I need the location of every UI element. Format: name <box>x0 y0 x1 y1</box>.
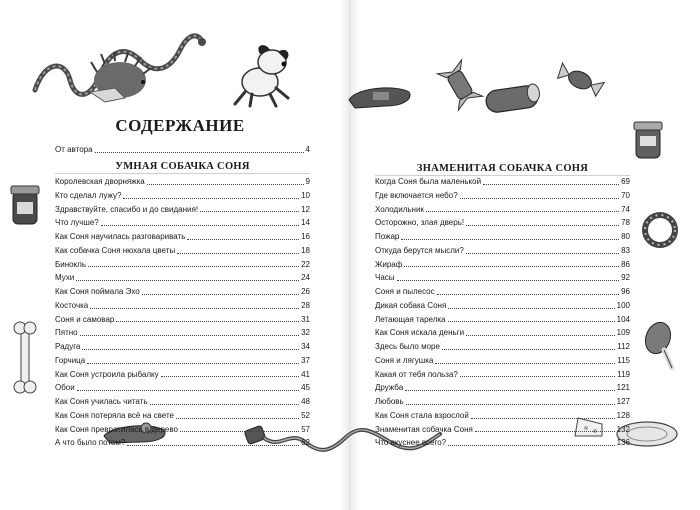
toc-title: Часы <box>375 273 395 283</box>
toc-title: Летающая тарелка <box>375 314 446 324</box>
toc-page-number: 22 <box>301 259 310 269</box>
toc-title: Радуга <box>55 342 81 351</box>
toc-page-number: 24 <box>301 273 310 283</box>
toc-row[interactable] <box>375 381 630 395</box>
toc-page-number: 96 <box>621 287 630 296</box>
toc-dot-leader <box>406 403 615 405</box>
toc-row[interactable] <box>375 189 630 203</box>
toc-page-number: 83 <box>621 245 630 255</box>
toc-dot-leader <box>483 183 619 185</box>
toc-row[interactable] <box>375 299 630 313</box>
wrapped-candy-illustration <box>555 60 605 100</box>
toc-row[interactable] <box>55 143 310 157</box>
toc-page-number: 48 <box>301 397 310 406</box>
toc-title: Здравствуйте, спасибо и до свидания! <box>55 204 199 214</box>
honey-jar-illustration <box>8 182 42 228</box>
toc-page-number: 136 <box>616 438 630 448</box>
toc-row[interactable] <box>375 216 630 230</box>
toc-row[interactable] <box>375 340 630 354</box>
toc-row[interactable] <box>375 326 630 340</box>
toc-title: Косточка <box>55 300 89 310</box>
toc-title: Пожар <box>375 232 400 241</box>
toc-dot-leader <box>200 210 299 212</box>
toc-dot-leader <box>80 334 299 336</box>
toc-dot-leader <box>147 183 304 185</box>
toc-page-number: 69 <box>621 177 630 186</box>
toc-page-number: 28 <box>301 300 310 310</box>
toc-row[interactable] <box>55 381 310 395</box>
toc-row[interactable] <box>55 354 310 368</box>
toc-title: Откуда берутся мысли? <box>375 245 464 255</box>
toc-row[interactable] <box>55 203 310 217</box>
toc-page-number: 100 <box>616 300 630 310</box>
toc-page-number: 112 <box>617 342 630 351</box>
toc-dot-leader <box>177 252 299 254</box>
intro-entry <box>55 143 310 157</box>
toc-row[interactable] <box>55 271 310 285</box>
toc-list-left <box>55 175 310 450</box>
toc-title: Как Соня научилась разговаривать <box>55 232 186 241</box>
dog-illustration <box>220 40 300 110</box>
toc-dot-leader <box>466 252 619 254</box>
toc-dot-leader <box>405 389 614 391</box>
toc-dot-leader <box>466 334 615 336</box>
section-title-left: УМНАЯ СОБАЧКА СОНЯ <box>115 161 250 172</box>
toc-row[interactable] <box>375 230 630 244</box>
toc-row[interactable] <box>55 189 310 203</box>
toc-page-number: 119 <box>617 369 630 379</box>
toc-title: Когда Соня была маленькой <box>375 177 482 186</box>
toc-title: Что вкуснее всего? <box>375 438 447 448</box>
toc-title: Горчица <box>55 355 86 365</box>
toc-title: А что было потом? <box>55 438 126 448</box>
toc-title: Знаменитая собачка Соня <box>375 424 473 434</box>
toc-row[interactable] <box>375 409 630 423</box>
toc-row[interactable] <box>55 216 310 230</box>
toc-dot-leader <box>471 417 615 419</box>
toc-title: Как Соня устроила рыбалку <box>55 369 159 379</box>
toc-dot-leader <box>404 265 619 267</box>
toc-dot-leader <box>150 403 300 405</box>
toc-page-number: 26 <box>301 287 310 296</box>
toc-row[interactable] <box>375 423 630 437</box>
toc-title: Соня и пылесос <box>375 287 435 296</box>
hedgehog-illustration <box>85 52 155 107</box>
toc-title: Холодильник <box>375 204 424 214</box>
toc-title: Какая от тебя польза? <box>375 369 458 379</box>
toc-title: Бинокль <box>55 259 87 269</box>
toc-dot-leader <box>180 430 299 432</box>
toc-page-number: 57 <box>301 424 310 434</box>
toc-dot-leader <box>88 265 299 267</box>
toc-page-number: 31 <box>301 314 310 324</box>
toc-row[interactable] <box>55 326 310 340</box>
toc-row[interactable] <box>375 354 630 368</box>
toc-title: Как Соня потеряла всё на свете <box>55 410 174 420</box>
toc-page-number: 74 <box>621 204 630 214</box>
toc-title: Где включается небо? <box>375 190 458 200</box>
toc-page-number: 14 <box>301 218 310 228</box>
toc-row[interactable] <box>375 244 630 258</box>
toc-dot-leader <box>187 238 299 240</box>
toc-row[interactable] <box>55 285 310 299</box>
toc-title: Пятно <box>55 328 78 338</box>
toc-row[interactable] <box>55 409 310 423</box>
toc-page-number: 62 <box>301 438 310 448</box>
toc-dot-leader <box>426 210 619 212</box>
toc-title: Что лучше? <box>55 218 99 228</box>
toc-row[interactable] <box>375 175 630 189</box>
toc-page-number: 37 <box>301 355 310 365</box>
toc-row[interactable] <box>375 436 630 450</box>
toc-page-number: 78 <box>621 218 630 228</box>
toc-page-number: 9 <box>305 177 310 186</box>
toc-row[interactable] <box>55 244 310 258</box>
toc-page-number: 121 <box>616 383 630 393</box>
toc-page-number: 41 <box>301 369 310 379</box>
toc-dot-leader <box>101 224 299 226</box>
toc-dot-leader <box>142 293 299 295</box>
toc-dot-leader <box>442 348 615 350</box>
toc-dot-leader <box>90 307 299 309</box>
toc-list-right <box>375 175 630 450</box>
toc-page-number: 128 <box>616 410 630 420</box>
toc-dot-leader <box>82 348 299 350</box>
toc-row[interactable] <box>55 340 310 354</box>
chicken-leg-illustration <box>640 318 680 373</box>
toc-title: Мухи <box>55 273 75 283</box>
toc-row[interactable] <box>55 175 310 189</box>
toc-dot-leader <box>176 417 299 419</box>
toc-dot-leader <box>95 151 304 153</box>
toc-page-number: 132 <box>616 424 630 434</box>
sausage-illustration <box>480 82 545 117</box>
toc-dot-leader <box>76 279 299 281</box>
toc-page-number: 12 <box>301 204 310 214</box>
toc-page-number: 34 <box>301 342 310 351</box>
toc-title: Дружба <box>375 383 404 393</box>
toc-page-number: 18 <box>301 245 310 255</box>
toc-dot-leader <box>77 389 299 391</box>
toc-dot-leader <box>397 279 620 281</box>
section-divider <box>55 173 310 174</box>
toc-title: От автора <box>55 145 93 154</box>
toc-dot-leader <box>448 320 615 322</box>
toc-title: Жираф <box>375 259 403 269</box>
toc-title: Соня и самовар <box>55 314 115 324</box>
toc-row[interactable] <box>375 395 630 409</box>
toc-page-number: 32 <box>301 328 310 338</box>
toc-dot-leader <box>127 444 299 446</box>
toc-page-number: 92 <box>621 273 630 283</box>
toc-dot-leader <box>87 362 299 364</box>
toc-title: Здесь было море <box>375 342 440 351</box>
toc-title: Как Соня училась читать <box>55 397 148 406</box>
toc-title: Как Соня искала деньги <box>375 328 465 338</box>
candy-illustration <box>440 60 480 110</box>
toc-page-number: 70 <box>621 190 630 200</box>
toc-page-number: 80 <box>621 232 630 241</box>
toc-page-number: 109 <box>616 328 630 338</box>
jar-illustration <box>628 118 668 163</box>
slipper-illustration <box>345 82 415 112</box>
toc-page-number: 115 <box>617 355 630 365</box>
contents-heading: СОДЕРЖАНИЕ <box>115 116 245 135</box>
toc-row[interactable] <box>55 395 310 409</box>
bone-illustration <box>10 320 40 395</box>
toc-page-number: 45 <box>301 383 310 393</box>
toc-title: Как Соня поймала Эхо <box>55 287 140 296</box>
toc-dot-leader <box>161 375 299 377</box>
toc-dot-leader <box>460 197 619 199</box>
toc-dot-leader <box>435 362 615 364</box>
toc-title: Осторожно, злая дверь! <box>375 218 465 228</box>
toc-page-number: 127 <box>616 397 630 406</box>
toc-row[interactable] <box>375 285 630 299</box>
toc-row[interactable] <box>55 258 310 272</box>
toc-title: Любовь <box>375 397 404 406</box>
toc-page-number: 104 <box>616 314 630 324</box>
toc-dot-leader <box>448 444 615 446</box>
toc-row[interactable] <box>55 230 310 244</box>
toc-title: Королевская дворняжка <box>55 177 145 186</box>
toc-dot-leader <box>401 238 619 240</box>
toc-row[interactable] <box>55 313 310 327</box>
toc-dot-leader <box>123 197 299 199</box>
toc-row[interactable] <box>375 313 630 327</box>
toc-title: Кто сделал лужу? <box>55 190 122 200</box>
toc-row[interactable] <box>375 203 630 217</box>
toc-title: Соня и лягушка <box>375 355 434 365</box>
toc-title: Как Соня стала взрослой <box>375 410 469 420</box>
toc-title: Дикая собака Соня <box>375 300 447 310</box>
toc-title: Обои <box>55 383 75 393</box>
toc-dot-leader <box>116 320 299 322</box>
dog-collar-illustration <box>640 210 680 250</box>
toc-row[interactable] <box>55 299 310 313</box>
toc-dot-leader <box>448 307 614 309</box>
toc-row[interactable] <box>375 368 630 382</box>
toc-row[interactable] <box>55 423 310 437</box>
toc-page-number: 10 <box>301 190 310 200</box>
toc-dot-leader <box>475 430 615 432</box>
toc-dot-leader <box>437 293 619 295</box>
toc-dot-leader <box>466 224 619 226</box>
toc-page-number: 86 <box>621 259 630 269</box>
toc-page-number: 16 <box>301 232 310 241</box>
toc-row[interactable] <box>55 436 310 450</box>
toc-row[interactable] <box>55 368 310 382</box>
toc-page-number: 4 <box>305 145 310 154</box>
section-title-right: ЗНАМЕНИТАЯ СОБАЧКА СОНЯ <box>416 163 589 174</box>
toc-title: Как Соня превратилась в дерево <box>55 424 178 434</box>
toc-page-number: 52 <box>301 410 310 420</box>
toc-dot-leader <box>460 375 615 377</box>
toc-row[interactable] <box>375 271 630 285</box>
toc-row[interactable] <box>375 258 630 272</box>
toc-title: Как собачка Соня нюхала цветы <box>55 245 176 255</box>
